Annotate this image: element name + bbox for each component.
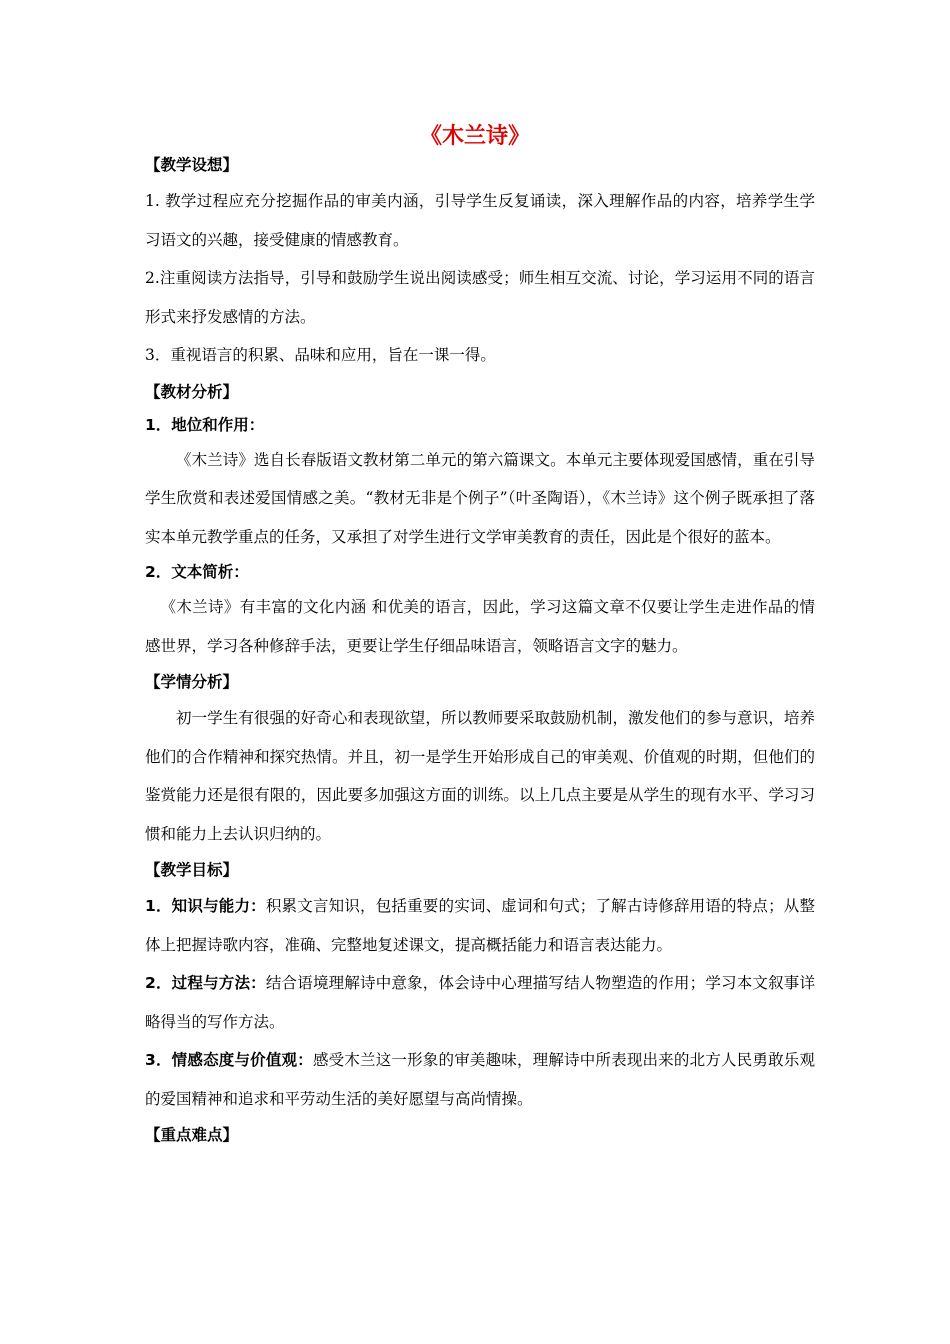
paragraph-student-analysis: 初一学生有很强的好奇心和表现欲望，所以教师要采取鼓励机制，激发他们的参与意识，培养他们的合作精神和探究热情。并且，初一是学生开始形成自己的审美观、价值观的时期，但他们的鉴赏能力还是很有限的，因此要多加强这方面的训练。以上几点主要是从学生的现有水平、学习习惯和能力上去认识归纳的。 (145, 709, 815, 843)
subheading-text-analysis (145, 556, 815, 588)
paragraph-idea-2: 2.注重阅读方法指导，引导和鼓励学生说出阅读感受；师生相互交流、讨论，学习运用不同的语言形式来抒发感情的方法。 (145, 269, 815, 326)
goal-attitude (145, 1041, 815, 1118)
heading-teaching-idea: 【教学设想】 (145, 156, 239, 174)
heading-textbook-analysis: 【教材分析】 (145, 382, 239, 401)
heading-teaching-goals: 【教学目标】 (145, 861, 239, 879)
paragraph-text-analysis: 《木兰诗》有丰富的文化内涵 和优美的语言，因此，学习这篇文章不仅要让学生走进作品的情感世界，学习各种修辞手法，更要让学生仔细品味语言，领略语言文字的魅力。 (145, 598, 815, 655)
goal-process (145, 964, 815, 1041)
paragraph-idea-1: 1. 教学过程应充分挖掘作品的审美内涵，引导学生反复诵读，深入理解作品的内容，培养学生学习语文的兴趣，接受健康的情感教育。 (145, 192, 815, 249)
goal-knowledge-label: 1．知识与能力： (145, 897, 266, 915)
goal-process-label: 2．过程与方法： (145, 974, 266, 992)
subheading-text-analysis-label: 2．文本简析： (145, 563, 249, 581)
paragraph-idea-3: 3．重视语言的积累、品味和应用，旨在一课一得。 (145, 346, 496, 364)
heading-student-analysis: 【学情分析】 (145, 673, 239, 691)
subheading-status-label: 1．地位和作用： (145, 415, 265, 434)
goal-process-text: 结合语境理解诗中意象，体会诗中心理描写结人物塑造的作用；学习本文叙事详略得当的写作方法。 (145, 974, 815, 1031)
document-body (145, 148, 815, 1152)
goal-attitude-label: 3．情感态度与价值观： (145, 1051, 313, 1069)
goal-attitude-text: 感受木兰这一形象的审美趣味，理解诗中所表现出来的北方人民勇敢乐观的爱国精神和追求和平劳动生活的美好愿望与高尚情操。 (145, 1051, 815, 1108)
goal-knowledge-text: 积累文言知识，包括重要的实词、虚词和句式；了解古诗修辞用语的特点；从整体上把握诗歌内容，准确、完整地复述课文，提高概括能力和语言表达能力。 (145, 897, 815, 954)
heading-key-points: 【重点难点】 (145, 1126, 239, 1144)
goal-knowledge (145, 887, 815, 964)
subheading-status (145, 409, 815, 441)
document-title: 《木兰诗》 (419, 124, 530, 149)
paragraph-status: 《木兰诗》选自长春版语文教材第二单元的第六篇课文。本单元主要体现爱国感情，重在引导学生欣赏和表述爱国情感之美。“教材无非是个例子”（叶圣陶语），《木兰诗》这个例子既承担了落实本单元教学重点的任务，又承担了对学生进行文学审美教育的责任，因此是个很好的蓝本。 (145, 450, 815, 546)
